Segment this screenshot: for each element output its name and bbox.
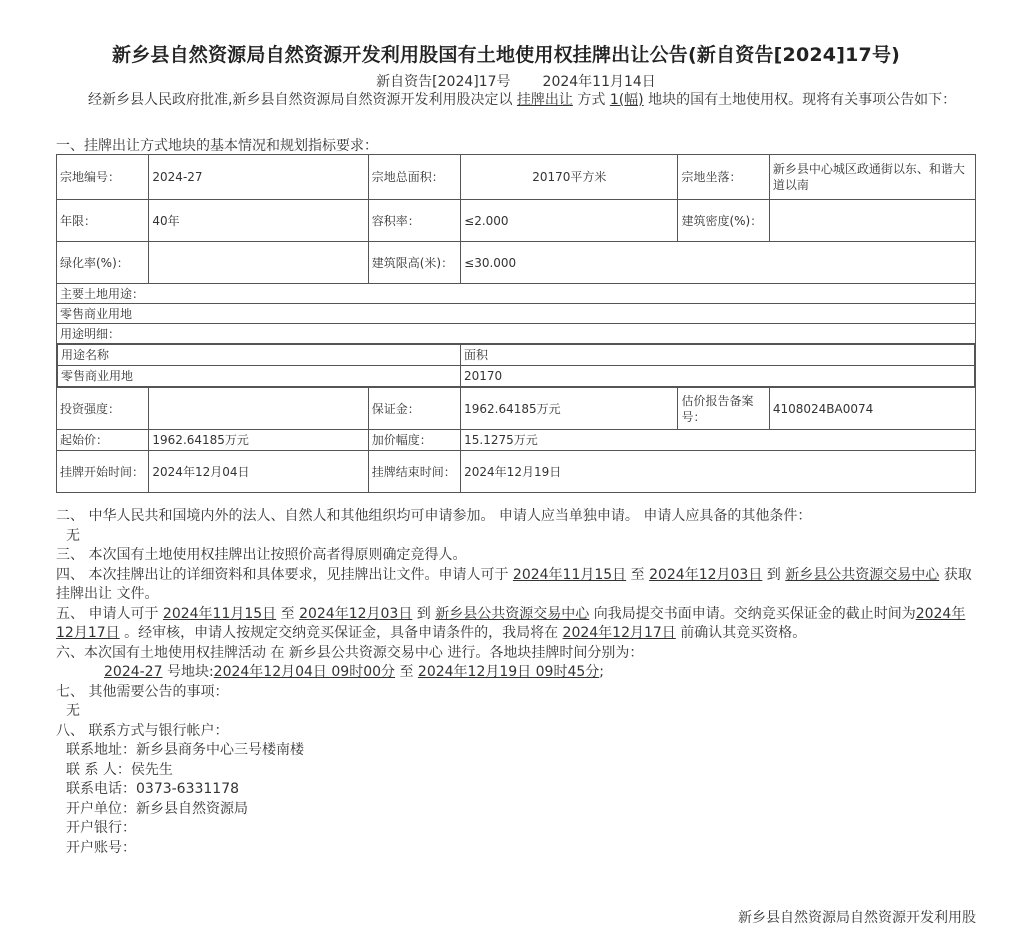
section4-date-end: 2024年12月03日	[649, 566, 763, 583]
section5-date-end: 2024年12月03日	[299, 605, 413, 622]
parcel-info-table	[56, 154, 976, 493]
intro-count: 1(幅)	[609, 92, 644, 108]
label-invest: 投资强度：	[57, 388, 149, 430]
intro-text-3: 地块的国有土地使用权。现将有关事项公告如下：	[648, 92, 957, 108]
section4-a: 四、 本次挂牌出让的详细资料和具体要求，见挂牌出让文件。申请人可于	[56, 566, 509, 583]
label-list-end: 挂牌结束时间：	[368, 451, 460, 493]
section4-b: 至	[630, 566, 645, 583]
label-total-area: 宗地总面积：	[368, 155, 460, 200]
use-detail-cell	[57, 344, 976, 388]
contact-person-label: 联 系 人：	[66, 761, 131, 778]
contact-phone	[56, 780, 976, 800]
contact-address	[56, 741, 976, 761]
table-row	[57, 344, 976, 388]
footer-signature: 新乡县自然资源局自然资源开发利用股	[738, 910, 976, 926]
section6-schedule	[56, 663, 976, 683]
page-title: 新乡县自然资源局自然资源开发利用股国有土地使用权挂牌出让公告(新自资告[2024]17号)	[111, 44, 901, 66]
header-area: 面积	[461, 345, 975, 366]
section3-text: 三、 本次国有土地使用权挂牌出让按照价高者得原则确定竞得人。	[56, 547, 467, 563]
label-start-price: 起始价：	[57, 430, 149, 451]
intro-text-2: 方式	[577, 92, 606, 108]
intro-text-1: 经新乡县人民政府批准,新乡县自然资源局自然资源开发利用股决定以	[88, 92, 513, 108]
section7-text: 七、 其他需要公告的事项：	[56, 683, 229, 700]
table-row	[57, 200, 976, 242]
table-row	[57, 284, 976, 304]
section5-c: 到	[416, 605, 431, 622]
label-density: 建筑密度(%)：	[678, 200, 769, 242]
doc-number: 新自资告[2024]17号	[376, 74, 511, 90]
account-unit	[56, 800, 976, 820]
contact-person	[56, 761, 976, 781]
section2-text: 二、 中华人民共和国境内外的法人、自然人和其他组织均可申请参加。 申请人应当单独申请。 申请人应具备的其他条件：	[56, 508, 812, 524]
section5-f: 前确认其竞买资格。	[680, 625, 807, 641]
section6-text: 六、本次国有土地使用权挂牌活动 在 新乡县公共资源交易中心 进行。各地块挂牌时间分别为：	[56, 644, 644, 661]
table-row	[57, 388, 976, 430]
section5-date-start: 2024年11月15日	[162, 605, 277, 622]
section7-value: 无	[66, 703, 80, 719]
table-row	[58, 366, 975, 387]
section2-value: 无	[66, 527, 80, 544]
section4-doc: 挂牌出让	[56, 586, 112, 602]
label-increment: 加价幅度：	[368, 430, 460, 451]
contact-person-value: 侯先生	[130, 761, 173, 778]
value-density	[769, 200, 975, 242]
section4-paragraph	[56, 566, 976, 605]
contact-address-value: 新乡县商务中心三号楼南楼	[136, 742, 304, 758]
contact-address-label: 联系地址：	[66, 742, 136, 758]
value-parcel-no: 2024-27	[149, 155, 368, 200]
table-row	[57, 242, 976, 284]
label-appraisal: 估价报告备案号：	[678, 388, 769, 430]
section6-parcel: 2024-27	[104, 664, 163, 680]
label-deposit: 保证金：	[368, 388, 460, 430]
section8-text: 八、 联系方式与银行帐户：	[56, 722, 229, 739]
section6-c: 至	[399, 664, 414, 680]
contact-phone-value: 0373-6331178	[136, 781, 240, 797]
section5-d: 向我局提交书面申请。交纳竞买保证金的截止时间为	[593, 605, 916, 622]
value-term: 40年	[149, 200, 368, 242]
section6-d: ;	[599, 664, 604, 680]
label-term: 年限：	[57, 200, 149, 242]
label-height: 建筑限高(米)：	[368, 242, 460, 284]
section4-d: 获取	[943, 566, 972, 583]
account-bank	[56, 819, 976, 839]
value-far: ≤2.000	[461, 200, 678, 242]
intro-paragraph	[56, 91, 976, 110]
account-number-label: 开户账号：	[66, 839, 136, 856]
section1-heading: 一、挂牌出让方式地块的基本情况和规划指标要求：	[56, 138, 378, 154]
section4-date-start: 2024年11月15日	[512, 566, 627, 583]
value-total-area: 20170平方米	[461, 155, 678, 200]
value-start-price: 1962.64185万元	[149, 430, 368, 451]
account-unit-label: 开户单位：	[66, 800, 136, 817]
value-list-end: 2024年12月19日	[461, 451, 976, 493]
section5-place: 新乡县公共资源交易中心	[435, 605, 590, 622]
label-far: 容积率：	[368, 200, 460, 242]
label-main-use: 主要土地用途：	[57, 284, 976, 304]
section4-place: 新乡县公共资源交易中心	[785, 566, 940, 583]
publish-date: 2024年11月14日	[542, 74, 656, 90]
section5-e: 。经审核，申请人按规定交纳竞买保证金，具备申请条件的，我局将在	[124, 625, 559, 641]
value-use-name: 零售商业用地	[58, 366, 461, 387]
header-use-name: 用途名称	[58, 345, 461, 366]
label-green: 绿化率(%)：	[57, 242, 149, 284]
account-number	[56, 839, 976, 859]
value-invest	[149, 388, 368, 430]
table-row	[57, 451, 976, 493]
section4-e: 文件。	[116, 586, 159, 602]
subtitle	[0, 71, 1012, 91]
contact-phone-label: 联系电话：	[66, 781, 136, 797]
value-increment: 15.1275万元	[461, 430, 976, 451]
value-list-start: 2024年12月04日	[149, 451, 368, 493]
label-location: 宗地坐落：	[678, 155, 769, 200]
announcement-sections	[56, 507, 976, 858]
value-location: 新乡县中心城区政通街以东、和谐大道以南	[769, 155, 975, 200]
table-row	[57, 430, 976, 451]
intro-method: 挂牌出让	[516, 92, 573, 108]
value-area: 20170	[461, 366, 975, 387]
section5-b: 至	[280, 605, 295, 622]
section5-confirm-date: 2024年12月17日	[562, 625, 676, 641]
section6-time-end: 2024年12月19日 09时45分	[417, 664, 600, 680]
value-height: ≤30.000	[461, 242, 976, 284]
section5-deposit-deadline: 2024年12月17日	[56, 605, 966, 641]
section5-a: 五、 申请人可于	[56, 605, 159, 622]
use-detail-table	[57, 344, 975, 387]
table-row	[57, 324, 976, 344]
section5-paragraph	[56, 605, 976, 644]
value-green	[149, 242, 368, 284]
table-row	[57, 304, 976, 324]
value-deposit: 1962.64185万元	[461, 388, 678, 430]
account-unit-value: 新乡县自然资源局	[136, 800, 248, 817]
section6-time-start: 2024年12月04日 09时00分	[213, 664, 396, 680]
table-row	[57, 155, 976, 200]
section6-b: 号地块:	[166, 664, 214, 680]
account-bank-label: 开户银行：	[66, 820, 136, 836]
value-appraisal: 4108024BA0074	[769, 388, 975, 430]
value-main-use: 零售商业用地	[57, 304, 976, 324]
table-row	[58, 345, 975, 366]
section4-c: 到	[766, 566, 781, 583]
label-use-detail: 用途明细：	[57, 324, 976, 344]
label-parcel-no: 宗地编号：	[57, 155, 149, 200]
label-list-start: 挂牌开始时间：	[57, 451, 149, 493]
